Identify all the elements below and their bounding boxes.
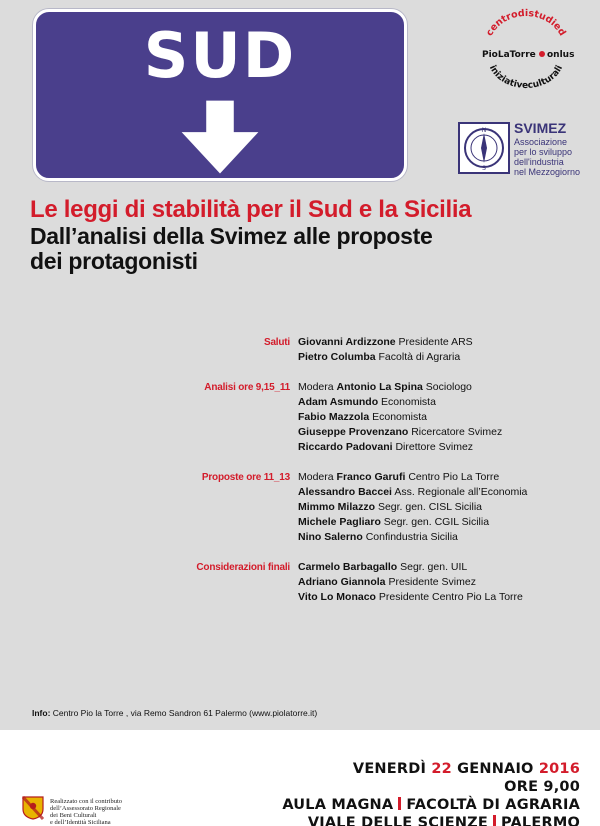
speaker-name: Fabio Mazzola bbox=[298, 411, 370, 423]
speaker-role: Presidente Svimez bbox=[388, 576, 476, 588]
event-day: 22 bbox=[431, 761, 452, 777]
speaker-row bbox=[298, 350, 600, 365]
speaker-row bbox=[298, 335, 600, 350]
info-line bbox=[32, 708, 317, 718]
event-year: 2016 bbox=[538, 761, 580, 777]
speaker-name: Alessandro Baccei bbox=[298, 486, 392, 498]
speaker-name: Franco Garufi bbox=[336, 471, 406, 483]
sud-road-sign bbox=[33, 9, 407, 181]
speaker-role: Segr. gen. CGIL Sicilia bbox=[383, 516, 490, 528]
speaker-role: Presidente ARS bbox=[398, 336, 473, 348]
event-weekday: VENERDÌ bbox=[352, 761, 427, 777]
headline bbox=[30, 196, 590, 274]
speaker-name: Antonio La Spina bbox=[336, 381, 423, 393]
speaker-row bbox=[298, 500, 600, 515]
svg-text:iniziativeculturali bbox=[487, 64, 565, 91]
speaker-prefix: Modera bbox=[298, 471, 334, 483]
speaker-role: Ass. Regionale all’Economia bbox=[394, 486, 528, 498]
svimez-description: Associazione per lo sviluppo dell'industria nel Mezzogiorno bbox=[514, 137, 581, 177]
speaker-name: Vito Lo Monaco bbox=[298, 591, 376, 603]
program-section bbox=[0, 335, 600, 365]
speaker-name: Riccardo Padovani bbox=[298, 441, 393, 453]
regione-text: Realizzato con il contributo dell’Assessorato Regionale dei Beni Culturali e dell’Identità Siciliana bbox=[50, 798, 123, 826]
svg-text:N: N bbox=[481, 127, 487, 134]
section-label: Considerazioni finali bbox=[196, 562, 290, 573]
speaker-name: Giovanni Ardizzone bbox=[298, 336, 396, 348]
svimez-name: SVIMEZ bbox=[514, 120, 567, 136]
section-label: Proposte ore 11_13 bbox=[201, 472, 290, 483]
speaker-row bbox=[298, 560, 600, 575]
headline-subtitle-line-1: Dall’analisi della Svimez alle proposte bbox=[30, 223, 433, 249]
section-label: Analisi ore 9,15_11 bbox=[204, 382, 290, 393]
program-section bbox=[0, 380, 600, 455]
speaker-role: Direttore Svimez bbox=[395, 441, 474, 453]
down-arrow-icon bbox=[36, 100, 404, 180]
speaker-name: Mimmo Milazzo bbox=[298, 501, 376, 513]
speaker-row bbox=[298, 575, 600, 590]
compass-icon bbox=[458, 122, 510, 174]
svg-text:onlus bbox=[547, 50, 574, 60]
svimez-logo bbox=[458, 122, 598, 178]
centro-studi-pio-la-torre-logo bbox=[466, 8, 586, 92]
svg-text:centrodistudied bbox=[484, 8, 568, 38]
speaker-row bbox=[298, 530, 600, 545]
svg-text:S: S bbox=[482, 165, 486, 172]
speaker-role: Segr. gen. UIL bbox=[400, 561, 468, 573]
logo-arc-top: centrodistudied bbox=[484, 8, 568, 38]
speaker-name: Adam Asmundo bbox=[298, 396, 379, 408]
speaker-role: Ricercatore Svimez bbox=[411, 426, 503, 438]
speaker-role: Economista bbox=[381, 396, 436, 408]
speaker-prefix: Modera bbox=[298, 381, 334, 393]
event-time: ORE 9,00 bbox=[504, 779, 580, 795]
headline-title: Le leggi di stabilità per il Sud e la Sicilia bbox=[30, 196, 472, 223]
speaker-name: Michele Pagliaro bbox=[298, 516, 381, 528]
info-text: Centro Pio la Torre , via Remo Sandron 61 Palermo (www.piolatorre.it) bbox=[52, 708, 318, 718]
speaker-row bbox=[298, 485, 600, 500]
headline-subtitle-line-2: dei protagonisti bbox=[30, 248, 198, 274]
speaker-name: Carmelo Barbagallo bbox=[298, 561, 398, 573]
event-place bbox=[282, 796, 580, 814]
speaker-row bbox=[298, 425, 600, 440]
speaker-role: Confindustria Sicilia bbox=[365, 531, 458, 543]
speaker-role: Presidente Centro Pio La Torre bbox=[378, 591, 523, 603]
speaker-row bbox=[298, 590, 600, 605]
event-city: PALERMO bbox=[501, 815, 580, 826]
info-label: Info: bbox=[32, 708, 51, 718]
event-place-b: FACOLTÀ DI AGRARIA bbox=[406, 797, 580, 813]
sign-text: SUD bbox=[143, 19, 297, 92]
speaker-row bbox=[298, 515, 600, 530]
speaker-role: Economista bbox=[372, 411, 427, 423]
speaker-role: Centro Pio La Torre bbox=[408, 471, 500, 483]
speaker-name: Adriano Giannola bbox=[298, 576, 386, 588]
separator-bar bbox=[398, 797, 401, 810]
speaker-role: Sociologo bbox=[425, 381, 472, 393]
svg-text:PioLaTorre bbox=[482, 50, 536, 60]
speaker-row bbox=[298, 470, 600, 485]
event-address bbox=[282, 814, 580, 826]
separator-bar bbox=[493, 815, 496, 826]
speaker-row bbox=[298, 410, 600, 425]
program-section bbox=[0, 560, 600, 605]
event-place-a: AULA MAGNA bbox=[282, 797, 394, 813]
program-schedule bbox=[0, 335, 600, 620]
logo-name-b: onlus bbox=[547, 50, 575, 60]
logo-name-a: PioLaTorre bbox=[482, 50, 536, 60]
trinacria-crest-icon bbox=[22, 796, 44, 820]
event-date bbox=[282, 760, 580, 778]
speaker-row bbox=[298, 380, 600, 395]
speaker-name: Nino Salerno bbox=[298, 531, 363, 543]
logo-arc-bottom: iniziativeculturali bbox=[486, 63, 566, 92]
speaker-role: Segr. gen. CISL Sicilia bbox=[377, 501, 483, 513]
section-label: Saluti bbox=[263, 337, 290, 348]
speaker-row bbox=[298, 395, 600, 410]
speaker-name: Giuseppe Provenzano bbox=[298, 426, 409, 438]
event-details bbox=[282, 760, 580, 826]
regione-sicilia-credit bbox=[22, 796, 172, 826]
speaker-name: Pietro Columba bbox=[298, 351, 376, 363]
speaker-row bbox=[298, 440, 600, 455]
program-section bbox=[0, 470, 600, 545]
event-street: VIALE DELLE SCIENZE bbox=[307, 815, 489, 826]
event-month: GENNAIO bbox=[457, 761, 534, 777]
speaker-role: Facoltà di Agraria bbox=[378, 351, 461, 363]
